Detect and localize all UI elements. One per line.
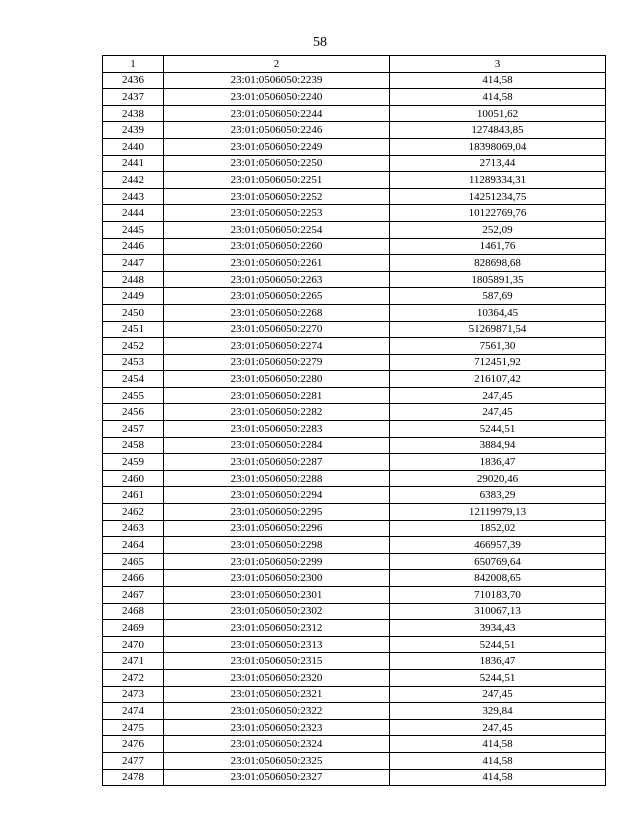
table-row [103, 321, 606, 338]
cadastral-number-cell: 23:01:0506050:2322 [164, 703, 390, 720]
value-cell: 2713,44 [390, 155, 606, 172]
row-number-cell: 2439 [103, 122, 164, 139]
table-row [103, 255, 606, 272]
cadastral-number-cell: 23:01:0506050:2261 [164, 255, 390, 272]
table-row [103, 736, 606, 753]
row-number-cell: 2441 [103, 155, 164, 172]
value-cell: 3934,43 [390, 620, 606, 637]
cadastral-number-cell: 23:01:0506050:2280 [164, 371, 390, 388]
row-number-cell: 2471 [103, 653, 164, 670]
row-number-cell: 2449 [103, 288, 164, 305]
row-number-cell: 2476 [103, 736, 164, 753]
row-number-cell: 2477 [103, 752, 164, 769]
table-row [103, 72, 606, 89]
cadastral-number-cell: 23:01:0506050:2249 [164, 138, 390, 155]
row-number-cell: 2466 [103, 570, 164, 587]
value-cell: 18398069,04 [390, 138, 606, 155]
cadastral-number-cell: 23:01:0506050:2324 [164, 736, 390, 753]
table-row [103, 437, 606, 454]
cadastral-number-cell: 23:01:0506050:2253 [164, 205, 390, 222]
table-row [103, 669, 606, 686]
table-row [103, 752, 606, 769]
cadastral-number-cell: 23:01:0506050:2302 [164, 603, 390, 620]
table-row [103, 454, 606, 471]
value-cell: 1836,47 [390, 653, 606, 670]
table-row [103, 288, 606, 305]
column-header-1: 1 [103, 56, 164, 73]
value-cell: 414,58 [390, 752, 606, 769]
value-cell: 5244,51 [390, 421, 606, 438]
value-cell: 414,58 [390, 736, 606, 753]
cadastral-number-cell: 23:01:0506050:2250 [164, 155, 390, 172]
cadastral-number-cell: 23:01:0506050:2300 [164, 570, 390, 587]
value-cell: 1852,02 [390, 520, 606, 537]
row-number-cell: 2457 [103, 421, 164, 438]
cadastral-number-cell: 23:01:0506050:2270 [164, 321, 390, 338]
value-cell: 329,84 [390, 703, 606, 720]
table-header [103, 56, 606, 73]
column-header-2: 2 [164, 56, 390, 73]
cadastral-number-cell: 23:01:0506050:2274 [164, 338, 390, 355]
row-number-cell: 2447 [103, 255, 164, 272]
table-row [103, 338, 606, 355]
table-row [103, 421, 606, 438]
row-number-cell: 2444 [103, 205, 164, 222]
cadastral-number-cell: 23:01:0506050:2282 [164, 404, 390, 421]
cadastral-number-cell: 23:01:0506050:2254 [164, 221, 390, 238]
cadastral-number-cell: 23:01:0506050:2298 [164, 537, 390, 554]
row-number-cell: 2462 [103, 504, 164, 521]
value-cell: 247,45 [390, 719, 606, 736]
row-number-cell: 2464 [103, 537, 164, 554]
value-cell: 1461,76 [390, 238, 606, 255]
value-cell: 5244,51 [390, 669, 606, 686]
cadastral-number-cell: 23:01:0506050:2287 [164, 454, 390, 471]
row-number-cell: 2468 [103, 603, 164, 620]
row-number-cell: 2452 [103, 338, 164, 355]
value-cell: 466957,39 [390, 537, 606, 554]
value-cell: 842008,65 [390, 570, 606, 587]
row-number-cell: 2467 [103, 587, 164, 604]
cadastral-number-cell: 23:01:0506050:2268 [164, 304, 390, 321]
cadastral-number-cell: 23:01:0506050:2240 [164, 89, 390, 106]
cadastral-number-cell: 23:01:0506050:2301 [164, 587, 390, 604]
value-cell: 247,45 [390, 387, 606, 404]
value-cell: 5244,51 [390, 636, 606, 653]
table-row [103, 188, 606, 205]
cadastral-number-cell: 23:01:0506050:2252 [164, 188, 390, 205]
table-row [103, 354, 606, 371]
row-number-cell: 2436 [103, 72, 164, 89]
cadastral-number-cell: 23:01:0506050:2284 [164, 437, 390, 454]
cadastral-table [102, 55, 606, 786]
table-row [103, 520, 606, 537]
table-row [103, 603, 606, 620]
value-cell: 247,45 [390, 404, 606, 421]
table-row [103, 271, 606, 288]
page-number: 58 [313, 35, 327, 50]
table-row [103, 719, 606, 736]
header-row [103, 56, 606, 73]
table-row [103, 304, 606, 321]
table-row [103, 404, 606, 421]
value-cell: 247,45 [390, 686, 606, 703]
row-number-cell: 2443 [103, 188, 164, 205]
cadastral-number-cell: 23:01:0506050:2323 [164, 719, 390, 736]
bottom-rule [102, 785, 605, 786]
table-row [103, 122, 606, 139]
cadastral-number-cell: 23:01:0506050:2295 [164, 504, 390, 521]
table-row [103, 487, 606, 504]
value-cell: 252,09 [390, 221, 606, 238]
value-cell: 828698,68 [390, 255, 606, 272]
row-number-cell: 2465 [103, 553, 164, 570]
table-row [103, 387, 606, 404]
value-cell: 10364,45 [390, 304, 606, 321]
table-row [103, 653, 606, 670]
table-row [103, 570, 606, 587]
value-cell: 650769,64 [390, 553, 606, 570]
value-cell: 11289334,31 [390, 172, 606, 189]
cadastral-number-cell: 23:01:0506050:2265 [164, 288, 390, 305]
table-row [103, 105, 606, 122]
value-cell: 6383,29 [390, 487, 606, 504]
row-number-cell: 2451 [103, 321, 164, 338]
table-row [103, 537, 606, 554]
cadastral-number-cell: 23:01:0506050:2296 [164, 520, 390, 537]
row-number-cell: 2472 [103, 669, 164, 686]
row-number-cell: 2470 [103, 636, 164, 653]
row-number-cell: 2453 [103, 354, 164, 371]
row-number-cell: 2475 [103, 719, 164, 736]
row-number-cell: 2469 [103, 620, 164, 637]
value-cell: 712451,92 [390, 354, 606, 371]
cadastral-number-cell: 23:01:0506050:2299 [164, 553, 390, 570]
cadastral-number-cell: 23:01:0506050:2325 [164, 752, 390, 769]
cadastral-number-cell: 23:01:0506050:2320 [164, 669, 390, 686]
cadastral-number-cell: 23:01:0506050:2239 [164, 72, 390, 89]
cadastral-number-cell: 23:01:0506050:2315 [164, 653, 390, 670]
cadastral-number-cell: 23:01:0506050:2313 [164, 636, 390, 653]
row-number-cell: 2440 [103, 138, 164, 155]
value-cell: 1805891,35 [390, 271, 606, 288]
row-number-cell: 2437 [103, 89, 164, 106]
table-body [103, 72, 606, 786]
row-number-cell: 2438 [103, 105, 164, 122]
row-number-cell: 2460 [103, 470, 164, 487]
table-row [103, 89, 606, 106]
row-number-cell: 2450 [103, 304, 164, 321]
table-row [103, 238, 606, 255]
row-number-cell: 2454 [103, 371, 164, 388]
row-number-cell: 2455 [103, 387, 164, 404]
table-row [103, 470, 606, 487]
table-row [103, 205, 606, 222]
table-row [103, 221, 606, 238]
table-row [103, 371, 606, 388]
value-cell: 414,58 [390, 769, 606, 786]
table-row [103, 172, 606, 189]
cadastral-number-cell: 23:01:0506050:2281 [164, 387, 390, 404]
table-row [103, 553, 606, 570]
cadastral-number-cell: 23:01:0506050:2244 [164, 105, 390, 122]
cadastral-number-cell: 23:01:0506050:2283 [164, 421, 390, 438]
table-row [103, 636, 606, 653]
row-number-cell: 2456 [103, 404, 164, 421]
cadastral-number-cell: 23:01:0506050:2327 [164, 769, 390, 786]
row-number-cell: 2445 [103, 221, 164, 238]
value-cell: 1836,47 [390, 454, 606, 471]
value-cell: 12119979,13 [390, 504, 606, 521]
cadastral-number-cell: 23:01:0506050:2294 [164, 487, 390, 504]
value-cell: 10051,62 [390, 105, 606, 122]
row-number-cell: 2463 [103, 520, 164, 537]
row-number-cell: 2478 [103, 769, 164, 786]
row-number-cell: 2458 [103, 437, 164, 454]
value-cell: 51269871,54 [390, 321, 606, 338]
cadastral-number-cell: 23:01:0506050:2260 [164, 238, 390, 255]
value-cell: 1274843,85 [390, 122, 606, 139]
value-cell: 10122769,76 [390, 205, 606, 222]
value-cell: 414,58 [390, 72, 606, 89]
table-row [103, 504, 606, 521]
table-row [103, 620, 606, 637]
row-number-cell: 2442 [103, 172, 164, 189]
cadastral-number-cell: 23:01:0506050:2246 [164, 122, 390, 139]
row-number-cell: 2473 [103, 686, 164, 703]
value-cell: 3884,94 [390, 437, 606, 454]
value-cell: 216107,42 [390, 371, 606, 388]
row-number-cell: 2474 [103, 703, 164, 720]
cadastral-number-cell: 23:01:0506050:2251 [164, 172, 390, 189]
table-row [103, 138, 606, 155]
row-number-cell: 2459 [103, 454, 164, 471]
value-cell: 7561,30 [390, 338, 606, 355]
table-row [103, 686, 606, 703]
cadastral-number-cell: 23:01:0506050:2288 [164, 470, 390, 487]
value-cell: 29020,46 [390, 470, 606, 487]
cadastral-number-cell: 23:01:0506050:2279 [164, 354, 390, 371]
row-number-cell: 2448 [103, 271, 164, 288]
table-row [103, 703, 606, 720]
cadastral-number-cell: 23:01:0506050:2263 [164, 271, 390, 288]
cadastral-number-cell: 23:01:0506050:2312 [164, 620, 390, 637]
value-cell: 587,69 [390, 288, 606, 305]
cadastral-number-cell: 23:01:0506050:2321 [164, 686, 390, 703]
column-header-3: 3 [390, 56, 606, 73]
row-number-cell: 2446 [103, 238, 164, 255]
value-cell: 414,58 [390, 89, 606, 106]
table-row [103, 155, 606, 172]
value-cell: 310067,13 [390, 603, 606, 620]
table-row [103, 769, 606, 786]
value-cell: 710183,70 [390, 587, 606, 604]
value-cell: 14251234,75 [390, 188, 606, 205]
row-number-cell: 2461 [103, 487, 164, 504]
table-row [103, 587, 606, 604]
